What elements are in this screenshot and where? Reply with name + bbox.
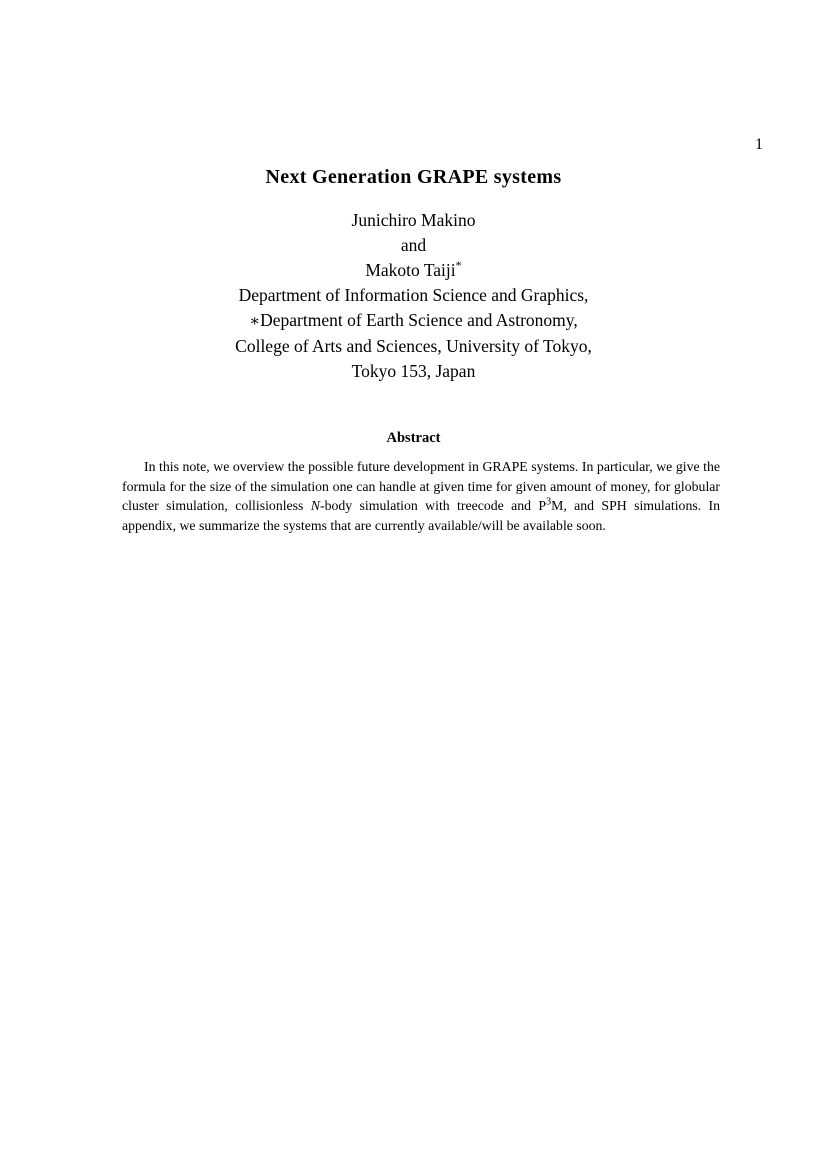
abstract-text-part-2: -body simulation with treecode and P — [319, 498, 547, 514]
superscript-3: 3 — [546, 496, 552, 508]
abstract-heading: Abstract — [386, 430, 441, 446]
affiliation-marker-star: ∗ — [249, 313, 261, 330]
author-name-1: Junichiro Makino — [351, 210, 476, 230]
affiliation-line-2-text: Department of Earth Science and Astronomy, — [260, 310, 578, 330]
abstract-text-part-1: In this note, we overview the possible future development in GRAPE systems. In particular, we give the formula for the size of the simulation one can handle at given time for given amount of money, for globular cluster simulation, collisionless — [122, 459, 720, 514]
affiliation-line-3: College of Arts and Sciences, University of Tokyo, — [235, 336, 592, 356]
paper-title: Next Generation GRAPE systems — [265, 166, 562, 188]
author-name-2 — [0, 258, 827, 283]
abstract-text-part-3: M, and SPH simulations. In appendix, we summarize the systems that are currently available/will be available soon. — [122, 498, 721, 533]
author-block — [0, 208, 827, 384]
author-name-2-text: Makoto Taiji — [365, 260, 456, 280]
affiliation-marker-superscript: * — [455, 258, 462, 273]
page-number: 1 — [755, 136, 763, 153]
math-variable-N: N — [310, 498, 320, 514]
abstract-body — [122, 457, 720, 535]
affiliation-line-4: Tokyo 153, Japan — [351, 361, 476, 381]
author-connector: and — [400, 235, 427, 255]
affiliation-line-2 — [0, 308, 827, 334]
affiliation-line-1: Department of Information Science and Graphics, — [238, 285, 589, 305]
